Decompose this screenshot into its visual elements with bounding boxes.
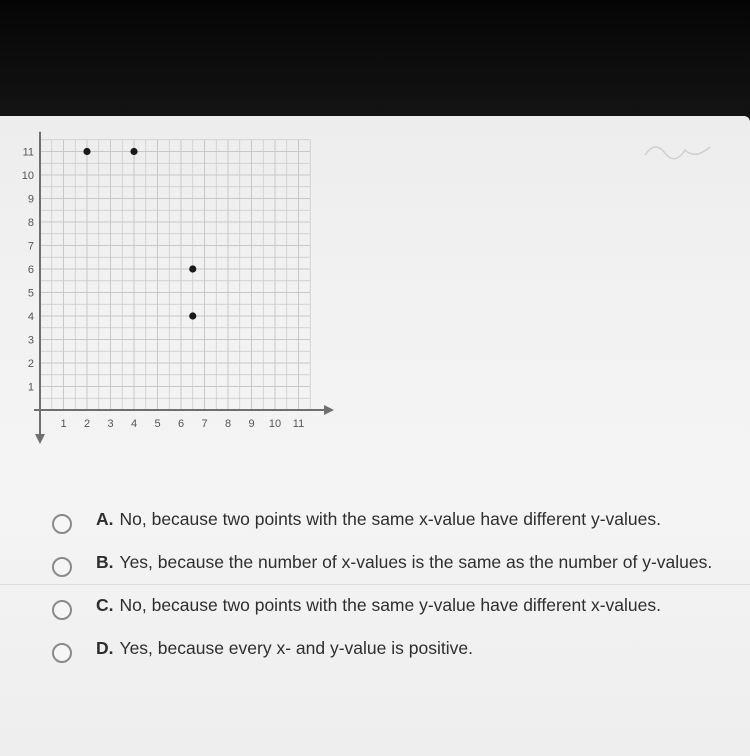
y-tick-label: 10 (21, 170, 34, 182)
x-tick-label: 4 (130, 418, 138, 430)
option-c-text: C. No, because two points with the same y-value have different x-values. (96, 595, 661, 615)
x-axis-arrow-icon (324, 405, 334, 415)
option-a[interactable] (52, 508, 742, 531)
option-c[interactable] (52, 594, 742, 617)
y-tick-label: 1 (27, 381, 34, 394)
x-tick-label: 6 (177, 418, 185, 430)
y-tick-label: 9 (27, 193, 34, 206)
x-tick-label: 10 (268, 418, 282, 430)
x-tick-label: 3 (107, 418, 114, 430)
y-tick-label: 8 (27, 217, 34, 229)
answer-options (52, 508, 742, 680)
y-axis-arrow-icon (35, 434, 45, 444)
x-tick-label: 8 (224, 418, 232, 430)
y-tick-label: 7 (27, 240, 34, 253)
radio-button-b[interactable] (52, 557, 72, 577)
plot-grid (40, 140, 310, 410)
y-tick-label: 4 (27, 311, 34, 323)
data-point (189, 265, 196, 272)
plot-axes (34, 132, 334, 444)
data-point (83, 148, 90, 155)
x-tick-label: 5 (154, 418, 161, 430)
x-tick-label: 2 (83, 418, 91, 430)
x-tick-label: 9 (248, 418, 255, 430)
pen-doodle (640, 135, 720, 175)
option-b-text: B. Yes, because the number of x-values is the same as the number of y-values. (96, 552, 713, 572)
radio-button-a[interactable] (52, 514, 72, 534)
option-d-text: D. Yes, because every x- and y-value is positive. (96, 638, 473, 658)
y-tick-label: 3 (27, 334, 34, 347)
data-point (130, 148, 137, 155)
option-d[interactable] (52, 637, 742, 660)
dark-top-region (0, 0, 750, 122)
y-tick-label: 5 (27, 287, 34, 300)
option-b[interactable] (52, 551, 742, 574)
y-tick-label: 6 (27, 264, 34, 276)
y-tick-label: 2 (27, 358, 34, 370)
option-a-text: A. No, because two points with the same x-value have different y-values. (96, 509, 661, 529)
radio-button-c[interactable] (52, 600, 72, 620)
data-point (189, 312, 196, 319)
tick-labels (22, 147, 304, 431)
x-tick-label: 11 (292, 418, 305, 430)
scatter-plot (0, 110, 340, 455)
radio-button-d[interactable] (52, 643, 72, 663)
x-tick-label: 7 (201, 418, 208, 430)
x-tick-label: 1 (60, 418, 67, 430)
y-tick-label: 11 (22, 146, 34, 159)
